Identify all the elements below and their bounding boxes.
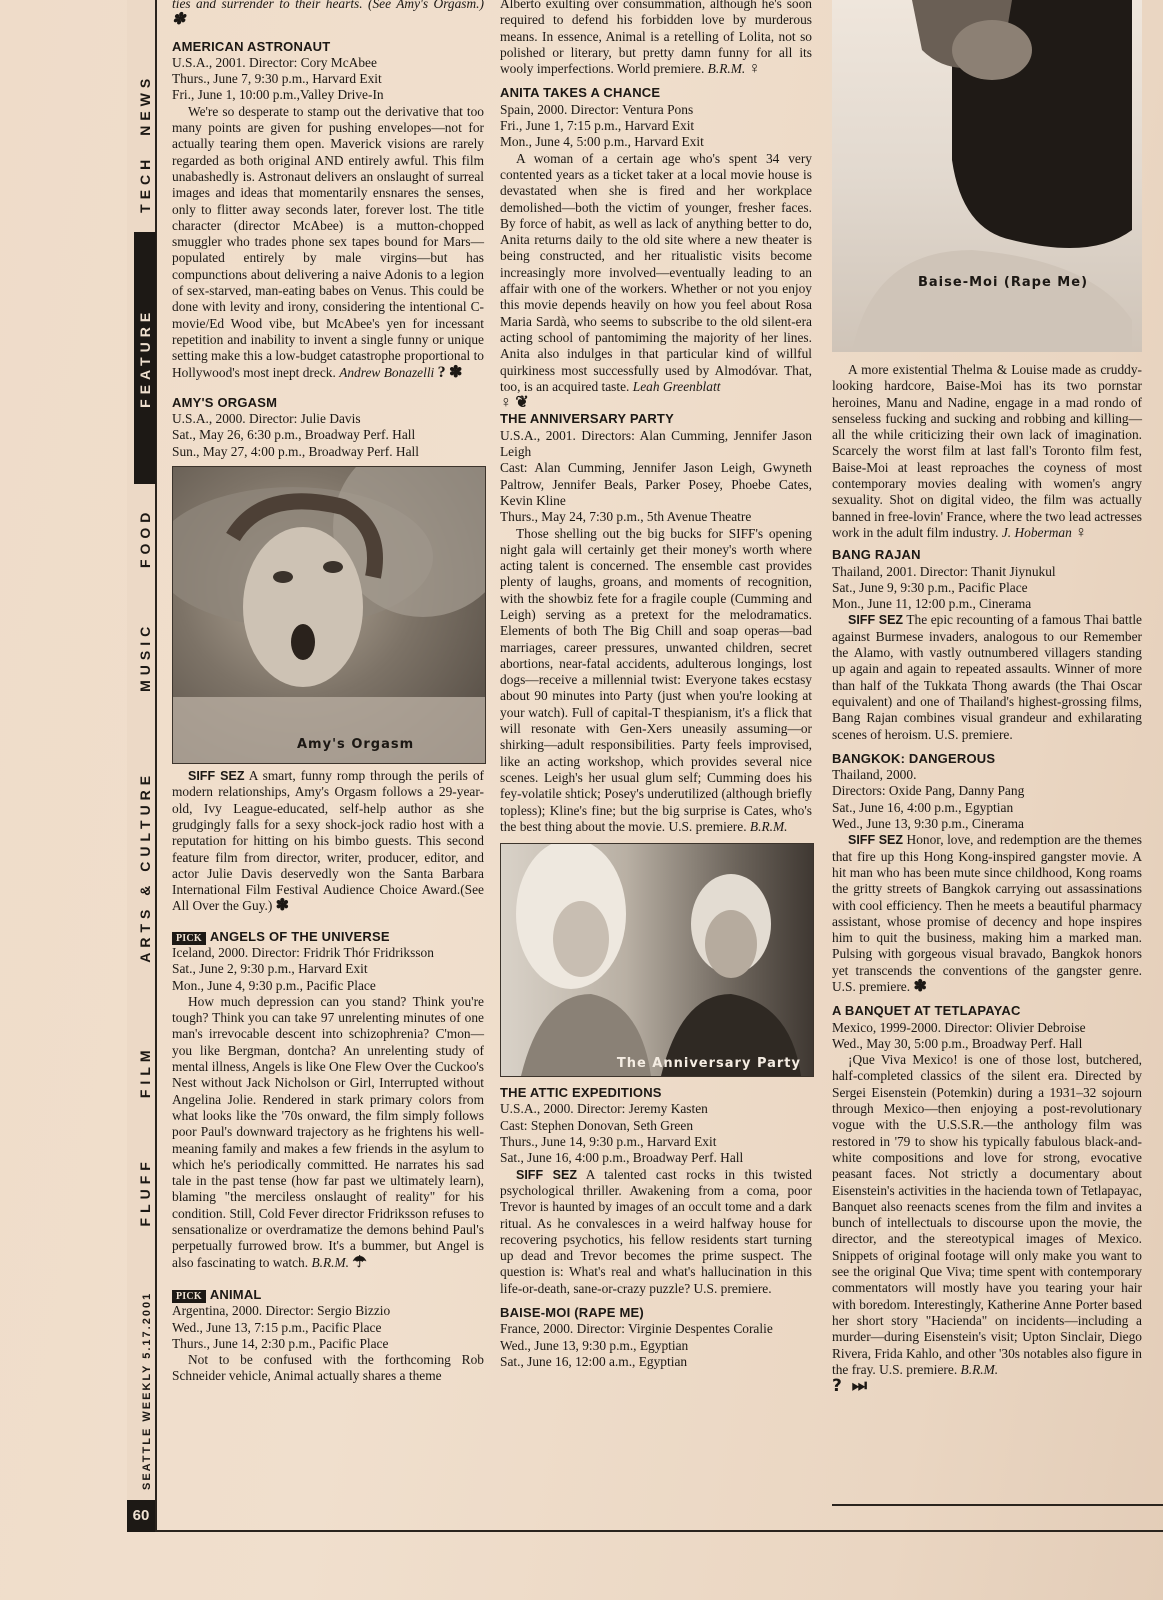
review-title: A BANQUET AT TETLAPAYAC bbox=[832, 1003, 1021, 1019]
review-meta: Thurs., June 14, 9:30 p.m., Harvard Exit bbox=[500, 1134, 717, 1150]
rail-section-music: MUSIC bbox=[137, 621, 153, 692]
question-icon: ? bbox=[437, 363, 446, 381]
review-meta: Iceland, 2000. Director: Fridrik Thór Fridriksson bbox=[172, 944, 434, 960]
review-body: Those shelling out the big bucks for SIFF's opening night gala will certainly get their money's worth where acting talent is concerned. The ensemble cast provides plenty of laughs, groans, and moments of recognition, with the showbiz fete for a fragile couple (Cumming and Leigh) serving as a pretext for the melodramatics. Elements of both The Big Chill and soap operas—bad marriages, career pressures, unwanted children, secret abortions, near-fatal accidents, adulterous longings, lost dogs—receive a millennial twist: Everyone takes ecstasy about 90 minutes into Party (just when you're looking at your watch). Full of capital-T thespianism, it's a flick that will resonate with Gen-Xers uneasily assuming—or shirking—adult responsibilities. Party feels improvised, like an acting workshop, which provides several nice scenes. Leigh's her usual glum self; Cumming does his fey-volatile shtick; Posey's underutilized (although briefly topless); Kline's fine; but the big surprise is Cates, who's the best thing about the movie. U.S. premiere. B.R.M. bbox=[500, 525, 812, 834]
review-title: PICK ANGELS OF THE UNIVERSE bbox=[172, 929, 484, 945]
review-meta: Wed., June 13, 7:15 p.m., Pacific Place bbox=[172, 1319, 382, 1335]
review-title: AMERICAN ASTRONAUT bbox=[172, 38, 331, 54]
rail-section-food: FOOD bbox=[137, 507, 153, 569]
column-3 bbox=[832, 0, 1142, 1397]
review-meta: Spain, 2000. Director: Ventura Pons bbox=[500, 101, 694, 117]
rail-section-fluff: FLUFF bbox=[137, 1157, 153, 1227]
page-bottom-rule bbox=[155, 1530, 1163, 1532]
review-meta: Thurs., June 14, 2:30 p.m., Pacific Place bbox=[172, 1335, 389, 1351]
review-meta: Mon., June 11, 12:00 p.m., Cinerama bbox=[832, 596, 1032, 612]
column-2 bbox=[500, 0, 812, 1370]
review-title: AMY'S ORGASM bbox=[172, 394, 278, 410]
review-meta: Mon., June 4, 9:30 p.m., Pacific Place bbox=[172, 977, 376, 993]
review-meta: Wed., June 13, 9:30 p.m., Egyptian bbox=[500, 1337, 689, 1353]
review-author: B.R.M. bbox=[749, 818, 788, 834]
review-body: A more existential Thelma & Louise made as cruddy-looking hardcore, Baise-Moi has its two pornstar heroines, Manu and Nadine, engage in a mad rondo of senseless fucking and sucking and robbing and killing—all the while criticizing their own lack of imagination. Scarcely the worst film at last fall's Toronto film fest, Baise-Moi at least reproaches the coyness of most contemporary movies dealing with women's angry sexuality. Shot on digital video, the film was actually banned in free-lovin' France, where the two lead actresses work in the adult film industry. J. Hoberman ♀ bbox=[832, 362, 1142, 541]
review-meta: Thailand, 2001. Director: Thanit Jiynukul bbox=[832, 563, 1056, 579]
review-body: SIFF SEZ A talented cast rocks in this twisted psychological thriller. Awakening from a coma, poor Trevor is haunted by images of an occult tome and a dark ritual. As he convalesces in a weird halfway house for recovering psychotics, his fellow residents start turning up dead and Trevor becomes the prime suspect. The question is: What's real and what's hallucination in this life-or-death, sane-or-crazy puzzle? U.S. premiere. bbox=[500, 1166, 813, 1296]
bee-icon: ✽ bbox=[275, 897, 290, 915]
review-title: ANITA TAKES A CHANCE bbox=[500, 85, 661, 101]
review-meta: U.S.A., 2000. Director: Jeremy Kasten bbox=[500, 1101, 708, 1117]
column-rule bbox=[832, 1504, 1163, 1506]
review-meta: Sat., June 16, 12:00 a.m., Egyptian bbox=[500, 1353, 688, 1369]
review-author: B.R.M. bbox=[311, 1254, 350, 1270]
review-meta: Thailand, 2000. bbox=[832, 767, 917, 783]
review-meta: Mon., June 4, 5:00 p.m., Harvard Exit bbox=[500, 134, 704, 150]
review-meta: Sat., June 9, 9:30 p.m., Pacific Place bbox=[832, 579, 1028, 595]
review-meta: Wed., May 30, 5:00 p.m., Broadway Perf. Hall bbox=[832, 1035, 1083, 1051]
review-author: Leah Greenblatt bbox=[632, 378, 721, 394]
umbrella-icon: ☂ bbox=[352, 1253, 367, 1271]
review-meta: Cast: Stephen Donovan, Seth Green bbox=[500, 1117, 694, 1133]
rail-section-arts: ARTS & CULTURE bbox=[137, 770, 153, 963]
continued-fragment: ties and surrender to their hearts. (See Amy's Orgasm.) ✽ bbox=[172, 0, 484, 29]
amys-orgasm-photo bbox=[172, 466, 486, 764]
review-meta: Argentina, 2000. Director: Sergio Bizzio bbox=[172, 1303, 391, 1319]
review-meta: Directors: Oxide Pang, Danny Pang bbox=[832, 783, 1025, 799]
review-body: We're so desperate to stamp out the derivative that too many points are given for pushing envelopes—not for actually tearing them open. Maverick visions are rarely regarded as both original AND entirely awful. This film unabashedly is. Astronaut delivers an onslaught of surreal images and ideas that momentarily ensnares the senses, only to flitter away seconds later, forever lost. The title character (director McAbee) is a mutton-chopped smuggler who trades phone sex tapes bound for Mars—populated entirely by male virgins—but has compunctions about delivering a naive Adonis to a legion of sex-starved, man-eating babes on Venus. This could be done with levity and irony, considering the intentional C-movie/Ed Wood vibe, but McAbee's yen for incessant repetition and inability to invent a single funny or unique setting make this a low-budget catastrophe proportional to Hollywood's most inept dreck. Andrew Bonazelli ? ✽ bbox=[172, 103, 484, 381]
review-meta: Wed., June 13, 9:30 p.m., Cinerama bbox=[832, 816, 1024, 832]
baise-moi-photo bbox=[832, 0, 1142, 352]
review-title: PICK ANIMAL bbox=[172, 1287, 484, 1303]
pick-badge: PICK bbox=[172, 1290, 206, 1303]
bee-icon: ✽ bbox=[172, 11, 186, 29]
review-meta: Cast: Alan Cumming, Jennifer Jason Leigh, Gwyneth Paltrow, Jennifer Beals, Parker Posey, Phoebe Cates, Kevin Kline bbox=[500, 460, 812, 508]
column-1 bbox=[172, 0, 484, 1385]
review-meta: Sat., June 16, 4:00 p.m., Broadway Perf. Hall bbox=[500, 1150, 744, 1166]
review-body: SIFF SEZ Honor, love, and redemption are the themes that fire up this Hong Kong-inspired gangster movie. A hit man who has been mute since childhood, Kong roams the gritty streets of Bangkok carrying out assassinations with cool efficiency. Then he meets a beautiful pharmacy assistant, whose promise of decency and hope inspires him to quit the business, making him a marked man. Pulsing with gorgeous visual bravado, Bangkok honors yet transcends the conventions of the gangster genre. U.S. premiere. ✽ bbox=[832, 832, 1142, 995]
rail-section-film: FILM bbox=[137, 1045, 153, 1099]
bee-icon: ✽ bbox=[449, 363, 463, 381]
review-body: SIFF SEZ A smart, funny romp through the perils of modern relationships, Amy's Orgasm follows a 29-year-old, Ivy League-educated, self-help author as she grudgingly falls for a sexy shock-jock radio host with a reputation for hitting on his bimbo guests. This second feature film from director, writer, producer, editor, and actor Julie Davis deservedly won the Santa Barbara International Film Festival Audience Choice Award.(See All Over the Guy.) ✽ bbox=[172, 768, 484, 915]
review-meta: Mexico, 1999-2000. Director: Olivier Debroise bbox=[832, 1019, 1086, 1035]
review-body: SIFF SEZ The epic recounting of a famous Thai battle against Burmese invaders, analogous to our Remember the Alamo, with vastly outnumbered villagers standing up again and again to repeated assaults. Winner of more than half of the Tukkata Thong awards (the Thai Oscar equivalent) and one of Thailand's highest-grossing films, Bang Rajan combines visual grandeur and exhilarating scenes of heroism. U.S. premiere. bbox=[832, 612, 1142, 742]
rating-icons bbox=[500, 395, 812, 411]
review-meta: Thurs., June 7, 9:30 p.m., Harvard Exit bbox=[172, 71, 382, 87]
review-meta: France, 2000. Director: Virginie Despentes Coralie bbox=[500, 1321, 773, 1337]
anniversary-party-photo bbox=[500, 843, 814, 1077]
publication-dateline: SEATTLE WEEKLY 5.17.2001 bbox=[141, 1291, 153, 1490]
review-meta: Sun., May 27, 4:00 p.m., Broadway Perf. Hall bbox=[172, 443, 419, 459]
review-body: Not to be confused with the forthcoming Rob Schneider vehicle, Animal actually shares a theme bbox=[172, 1352, 484, 1384]
section-rail-text bbox=[137, 73, 163, 1490]
review-meta: Fri., June 1, 7:15 p.m., Harvard Exit bbox=[500, 118, 695, 134]
review-title: THE ANNIVERSARY PARTY bbox=[500, 411, 674, 427]
rail-section-news: NEWS bbox=[137, 73, 153, 136]
woman-icon: ♀ bbox=[748, 60, 761, 78]
woman-icon: ♀ bbox=[500, 394, 512, 412]
photo-illustration bbox=[173, 467, 485, 763]
review-title: THE ATTIC EXPEDITIONS bbox=[500, 1085, 662, 1101]
pick-badge: PICK bbox=[172, 932, 206, 945]
review-author: J. Hoberman bbox=[1001, 524, 1072, 540]
dove-icon: ❦ bbox=[515, 394, 529, 412]
review-meta: Sat., June 16, 4:00 p.m., Egyptian bbox=[832, 799, 1014, 815]
woman-icon: ♀ bbox=[1075, 523, 1088, 541]
review-title: BANGKOK: DANGEROUS bbox=[832, 750, 996, 766]
photo-illustration bbox=[501, 844, 813, 1076]
review-body: How much depression can you stand? Think you're tough? Think you can take 97 unrelenting minutes of one man's irrevocable descent into schizophrenia? C'mon—you like Bergman, dontcha? An unrelenting study of mental illness, Angels is like One Flew Over the Cuckoo's Nest without Jack Nicholson or Girl, Interrupted without Angelina Jolie. Rendered in stark primary colors from what looks like the '70s onward, the film simply follows poor Paul's downward trajectory as he frightens his well-meaning family and makes a few friends in the asylum to which he's periodically committed. He narrates his sad tale in the past tense (how far past we ultimately learn), blaming "the merciless onslaught of reality" for his condition. Still, Cold Fever director Fridriksson refuses to sensationalize or overdramatize the demons behind Paul's perpetually furrowed brow. It's a bummer, but Angel is also fascinating to watch. B.R.M. ☂ bbox=[172, 993, 484, 1271]
page-number: 60 bbox=[127, 1500, 155, 1532]
review-meta: U.S.A., 2001. Director: Cory McAbee bbox=[172, 54, 377, 70]
review-author: B.R.M. bbox=[707, 61, 746, 77]
rail-section-feature: FEATURE bbox=[134, 232, 156, 484]
review-meta: U.S.A., 2000. Director: Julie Davis bbox=[172, 411, 361, 427]
review-author: Andrew Bonazelli bbox=[339, 364, 435, 380]
review-body: ¡Que Viva Mexico! is one of those lost, butchered, half-completed classics of the silent era. Directed by Sergei Eisenstein (Potemkin) during a 1931–32 sojourn through Mexico—then enjoying a post-revolutionary vogue with the U.S.S.R.—the anthology film was restored in '79 to show his typically fabulous black-and-white compositions and love for strong, evocative peasant faces. Not strictly a documentary about Eisenstein's activities in the hacienda town of Tetlapayac, Banquet also reenacts scenes from the film and invites a bunch of intellectuals to discourse upon the movie, the director, and the stereotypical images of Mexico. Snippets of original footage will only make you want to see the original Que Viva; time spent with contemporary commentators will mostly have you tearing your hair with boredom. Interestingly, Katherine Anne Porter based her short story "Hacienda" on incidents—including a murder—during Eisenstein's visit; Upton Sinclair, Diego Rivera, Frida Kahlo, and other '30s notables also figure in the fray. U.S. premiere. B.R.M. bbox=[832, 1052, 1142, 1377]
review-author: B.R.M. bbox=[960, 1361, 999, 1377]
continued-fragment: Alberto exulting over consummation, although he's soon required to defend his forbidden love by murderous means. In essence, Animal is a retelling of Lolita, not so polished or literary, but pretty damn funny for all its wooly imperfections. World premiere. B.R.M. ♀ bbox=[500, 0, 812, 78]
review-meta: Fri., June 1, 10:00 p.m.,Valley Drive-In bbox=[172, 87, 384, 103]
review-title: BAISE-MOI (RAPE ME) bbox=[500, 1305, 644, 1320]
photo-caption: Amy's Orgasm bbox=[297, 736, 415, 752]
review-meta: Thurs., May 24, 7:30 p.m., 5th Avenue Theatre bbox=[500, 509, 752, 525]
photo-illustration bbox=[832, 0, 1142, 352]
review-meta: Sat., June 2, 9:30 p.m., Harvard Exit bbox=[172, 961, 368, 977]
photo-caption: Baise-Moi (Rape Me) bbox=[918, 275, 1089, 290]
continued-icons: ? ⏭ bbox=[832, 1376, 870, 1397]
review-meta: Sat., May 26, 6:30 p.m., Broadway Perf. Hall bbox=[172, 427, 416, 443]
review-meta: U.S.A., 2001. Directors: Alan Cumming, Jennifer Jason Leigh bbox=[500, 427, 812, 460]
review-body: A woman of a certain age who's spent 34 very contented years as a ticket taker at a local movie house is devastated when she is fired and her workplace demolished—both the victim of younger, fresher faces. By force of habit, as well as lack of anything better to do, Anita returns daily to the old site where a new theater is being constructed, and her ritualistic visits become increasingly more involved—eventually leading to an affair with one of the workers. Whether or not you enjoy this movie depends heavily on how you feel about Rosa Maria Sardà, who seems to subscribe to the old silent-era acting school of pantomiming the majority of her lines. Anita also indulges in that particular kind of willful quirkiness most successfully used by Almodóvar. That, too, is an acquired taste. Leah Greenblatt bbox=[500, 150, 812, 394]
rail-section-tech: TECH bbox=[137, 154, 153, 213]
photo-caption: The Anniversary Party bbox=[616, 1055, 801, 1071]
bee-icon: ✽ bbox=[913, 977, 927, 995]
review-title: BANG RAJAN bbox=[832, 547, 921, 563]
